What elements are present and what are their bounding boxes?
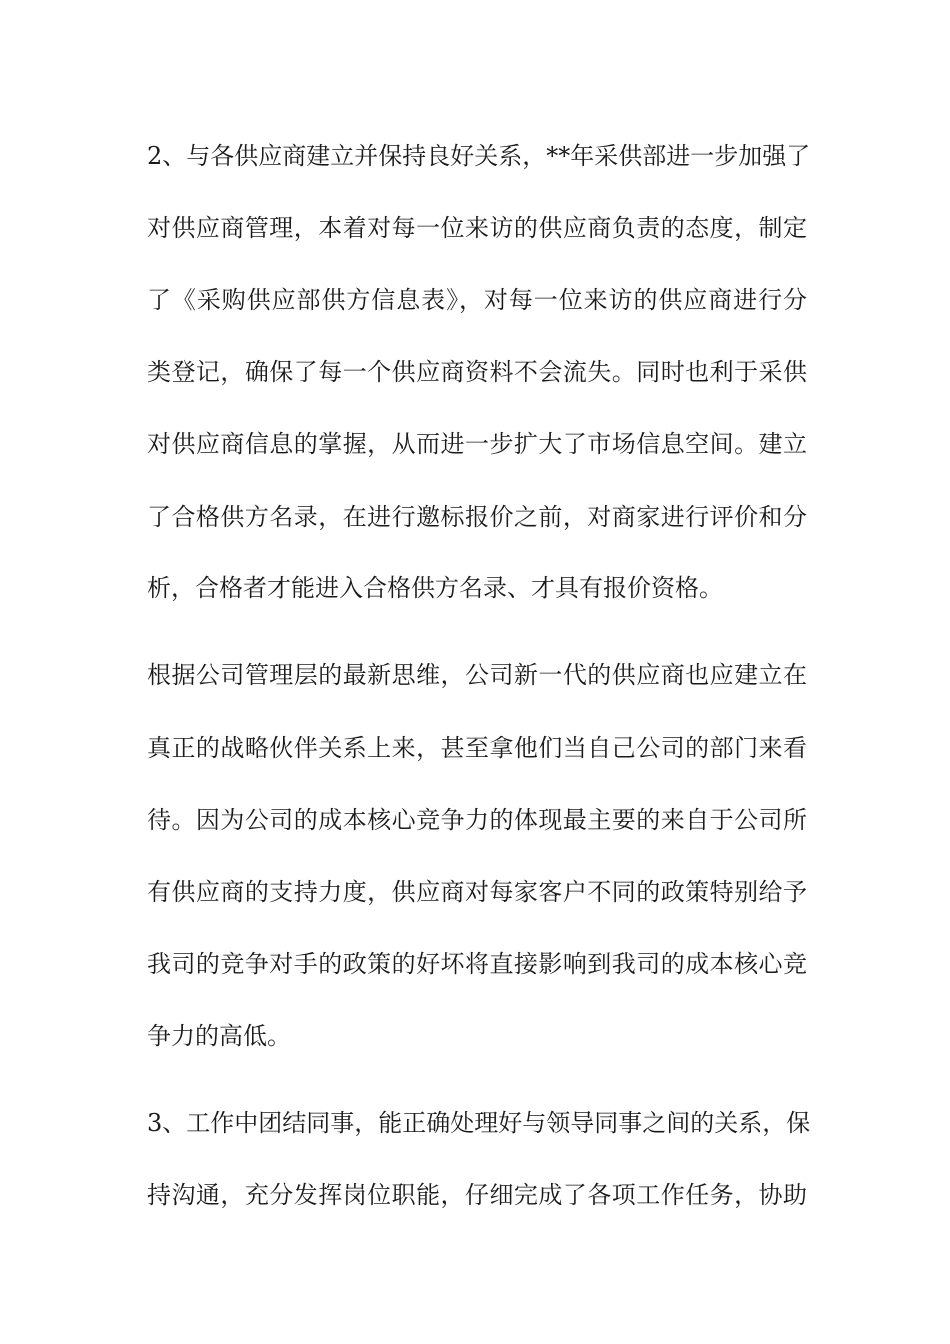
- paragraph-line: 了合格供方名录，在进行邀标报价之前，对商家进行评价和分: [147, 503, 807, 531]
- paragraph-line: 析，合格者才能进入合格供方名录、才具有报价资格。: [147, 574, 723, 602]
- paragraph-line: 我司的竞争对手的政策的好坏将直接影响到我司的成本核心竞: [147, 950, 807, 978]
- paragraph-line: 了《采购供应部供方信息表》，对每一位来访的供应商进行分: [147, 286, 807, 314]
- paragraph-line: 争力的高低。: [147, 1022, 291, 1050]
- paragraph-line: 3、工作中团结同事，能正确处理好与领导同事之间的关系，保: [147, 1109, 811, 1137]
- paragraph-line: 对供应商信息的掌握，从而进一步扩大了市场信息空间。建立: [147, 430, 807, 458]
- paragraph-line: 持沟通，充分发挥岗位职能，仔细完成了各项工作任务，协助: [147, 1181, 807, 1209]
- paragraph-line: 有供应商的支持力度，供应商对每家客户不同的政策特别给予: [147, 878, 807, 906]
- paragraph-line: 待。因为公司的成本核心竞争力的体现最主要的来自于公司所: [147, 806, 807, 834]
- paragraph-line: 2、与各供应商建立并保持良好关系，**年采供部进一步加强了: [147, 142, 811, 170]
- paragraph-line: 类登记，确保了每一个供应商资料不会流失。同时也利于采供: [147, 358, 807, 386]
- paragraph-line: 根据公司管理层的最新思维，公司新一代的供应商也应建立在: [147, 661, 807, 689]
- paragraph-line: 对供应商管理，本着对每一位来访的供应商负责的态度，制定: [147, 214, 807, 242]
- paragraph-line: 真正的战略伙伴关系上来，甚至拿他们当自己公司的部门来看: [147, 734, 807, 762]
